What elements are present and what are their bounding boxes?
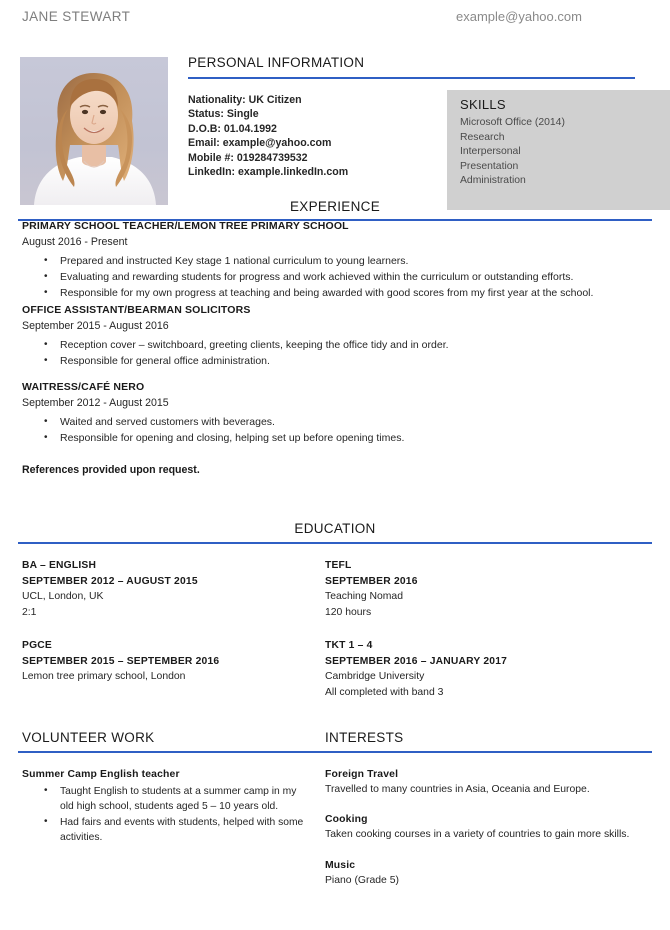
education-degree: TEFL	[325, 560, 352, 571]
experience-entry	[22, 303, 652, 369]
education-degree: PGCE	[22, 640, 52, 651]
job-responsibility: • Prepared and instructed Key stage 1 national curriculum to young learners.	[60, 254, 652, 269]
job-responsibility: • Responsible for my own progress at teaching and being awarded with good scores from my first year at the school.	[60, 286, 652, 301]
job-dates: September 2012 - August 2015	[22, 397, 169, 410]
job-title: PRIMARY SCHOOL TEACHER/LEMON TREE PRIMARY SCHOOL	[22, 220, 349, 232]
candidate-email-header: example@yahoo.com	[456, 9, 582, 24]
education-column-left	[22, 558, 312, 703]
personal-info-line: Mobile #: 019284739532	[188, 151, 308, 164]
job-responsibility: • Waited and served customers with beverages.	[60, 415, 652, 430]
job-responsibility-list	[22, 338, 652, 369]
interest-description: Travelled to many countries in Asia, Oceania and Europe.	[325, 784, 590, 795]
interest-title: Cooking	[325, 814, 368, 826]
volunteer-column	[22, 767, 307, 861]
section-heading-interests: INTERESTS	[325, 730, 404, 745]
section-heading-volunteer-work: VOLUNTEER WORK	[22, 730, 155, 745]
job-responsibility: • Responsible for general office administration.	[60, 354, 652, 369]
education-grade: All completed with band 3	[325, 686, 444, 698]
job-responsibility: • Reception cover – switchboard, greeting clients, keeping the office tidy and in order.	[60, 338, 652, 353]
personal-info-line: LinkedIn: example.linkedIn.com	[188, 166, 349, 179]
interest-entry	[325, 767, 645, 797]
document-header	[0, 0, 670, 38]
education-entry	[22, 558, 312, 620]
education-institution: UCL, London, UK	[22, 591, 104, 602]
skill-item: Research	[460, 131, 505, 143]
education-column-right	[325, 558, 645, 718]
job-responsibility-list	[22, 254, 652, 302]
job-responsibility: • Evaluating and rewarding students for progress and work achieved within the curriculum or outstanding efforts.	[60, 270, 652, 285]
job-responsibility-list	[22, 415, 652, 446]
section-heading-education: EDUCATION	[294, 521, 376, 536]
interest-description: Piano (Grade 5)	[325, 874, 399, 886]
education-entry	[325, 638, 645, 700]
interests-column	[325, 767, 645, 903]
education-entry	[22, 638, 312, 685]
personal-information-list	[188, 93, 348, 179]
volunteer-bullet: • Taught English to students at a summer camp in my old high school, students aged 5 – 10 years old.	[60, 784, 307, 815]
spacer	[22, 370, 652, 380]
personal-info-line: D.O.B: 01.04.1992	[188, 122, 277, 135]
personal-information-rule	[188, 77, 635, 79]
skills-list	[460, 116, 565, 189]
education-entry	[325, 558, 645, 620]
education-date: SEPTEMBER 2015 – SEPTEMBER 2016	[22, 655, 220, 667]
job-title: WAITRESS/CAFÉ NERO	[22, 381, 145, 394]
experience-body	[22, 219, 652, 476]
job-dates: August 2016 - Present	[22, 236, 128, 248]
skill-item: Presentation	[460, 160, 519, 172]
experience-entry	[22, 380, 652, 446]
education-date: SEPTEMBER 2012 – AUGUST 2015	[22, 575, 198, 587]
education-grade: 2:1	[22, 606, 37, 618]
references-note: References provided upon request.	[22, 464, 200, 477]
education-institution: Teaching Nomad	[325, 591, 403, 602]
skills-heading: SKILLS	[460, 97, 506, 112]
education-institution: Lemon tree primary school, London	[22, 671, 186, 682]
interest-entry	[325, 812, 645, 842]
skill-item: Administration	[460, 175, 526, 187]
interest-title: Music	[325, 859, 356, 871]
skill-item: Interpersonal	[460, 146, 521, 158]
volunteer-role: Summer Camp English teacher	[22, 769, 180, 780]
experience-entry	[22, 219, 652, 302]
candidate-name: JANE STEWART	[22, 9, 131, 24]
interest-entry	[325, 858, 645, 888]
volunteer-entry	[22, 767, 307, 846]
education-institution: Cambridge University	[325, 671, 425, 682]
volunteer-bullet-list	[22, 784, 307, 846]
section-heading-experience: EXPERIENCE	[289, 199, 381, 214]
candidate-photo	[20, 57, 168, 205]
job-dates: September 2015 - August 2016	[22, 319, 169, 332]
skills-panel	[447, 90, 670, 210]
interest-description: Taken cooking courses in a variety of countries to gain more skills.	[325, 829, 630, 841]
job-title: OFFICE ASSISTANT/BEARMAN SOLICITORS	[22, 303, 251, 316]
education-date: SEPTEMBER 2016 – JANUARY 2017	[325, 655, 508, 667]
volunteer-bullet: • Had fairs and events with students, helped with some activities.	[60, 815, 307, 846]
education-date: SEPTEMBER 2016	[325, 575, 418, 587]
interest-title: Foreign Travel	[325, 769, 399, 780]
education-rule	[18, 542, 652, 544]
personal-info-line: Nationality: UK Citizen	[188, 94, 302, 106]
personal-info-line: Status: Single	[188, 108, 259, 121]
job-responsibility: • Responsible for opening and closing, helping set up before opening times.	[60, 431, 652, 446]
education-degree: BA – ENGLISH	[22, 560, 97, 571]
section-heading-personal-information: PERSONAL INFORMATION	[188, 55, 365, 70]
volunteer-interests-rule	[18, 751, 652, 753]
personal-info-line: Email: example@yahoo.com	[188, 137, 332, 150]
education-degree: TKT 1 – 4	[325, 640, 373, 651]
skill-item: Microsoft Office (2014)	[460, 117, 565, 128]
education-grade: 120 hours	[325, 606, 372, 618]
